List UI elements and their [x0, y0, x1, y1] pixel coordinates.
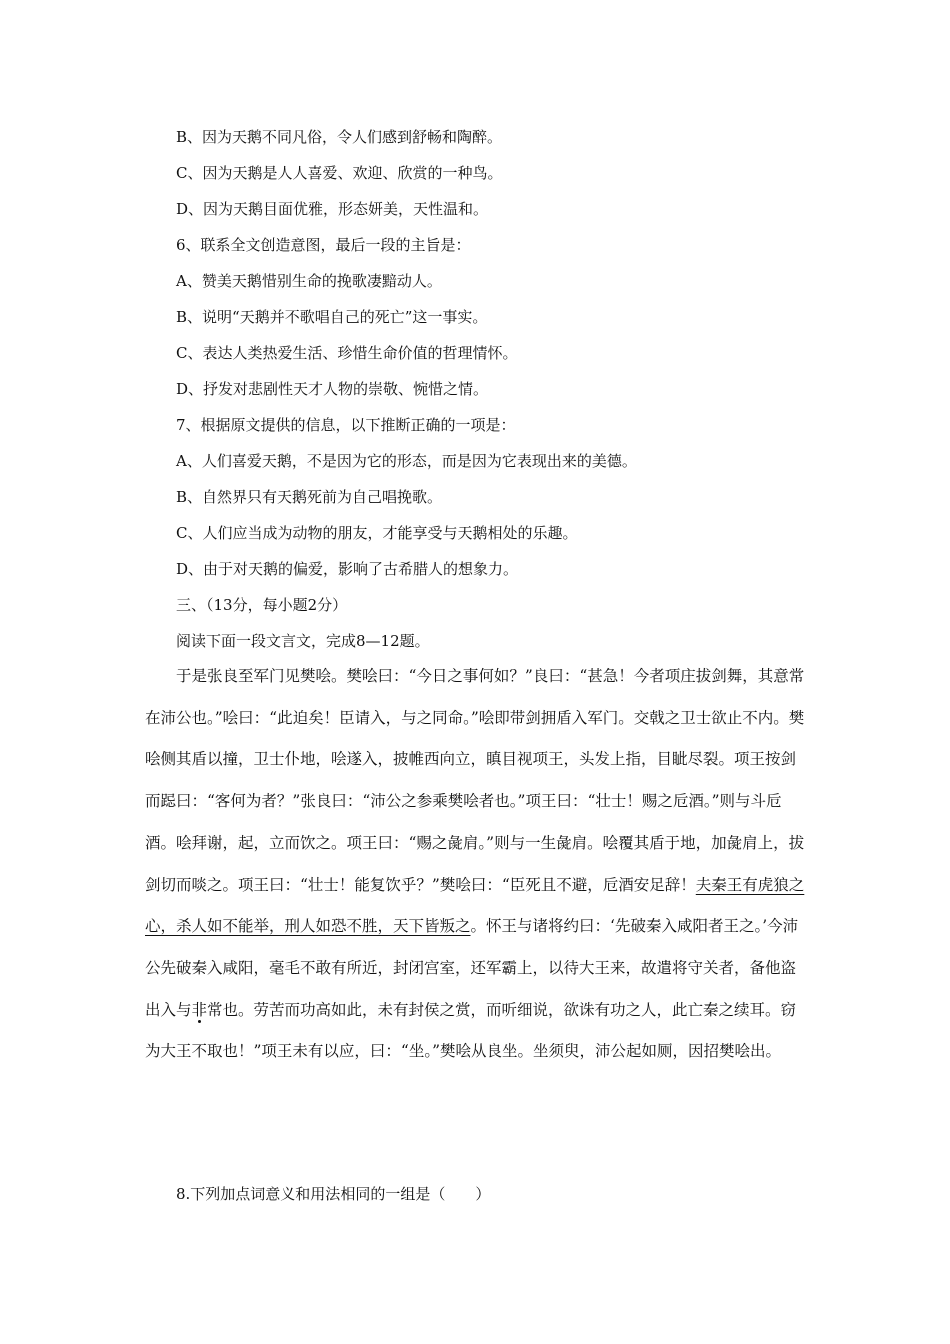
q6-option-c: C、表达人类热爱生活、珍惜生命价值的哲理情怀。 [176, 344, 518, 362]
section-instruction: 阅读下面一段文言文，完成8—12题。 [176, 632, 430, 650]
q6-option-a: A、赞美天鹅惜别生命的挽歌凄黯动人。 [176, 272, 442, 290]
q7-option-c: C、人们应当成为动物的朋友，才能享受与天鹅相处的乐趣。 [176, 524, 578, 542]
q5-option-d: D、因为天鹅目面优雅，形态妍美，天性温和。 [176, 200, 489, 218]
q6-option-d: D、抒发对悲剧性天才人物的崇敬、惋惜之情。 [176, 380, 489, 398]
q7-stem: 7、根据原文提供的信息，以下推断正确的一项是： [176, 416, 516, 434]
q7-option-d: D、由于对天鹅的偏爱，影响了古希腊人的想象力。 [176, 560, 519, 578]
passage-dotted-word: 非 [191, 1000, 208, 1019]
passage-part-1: 于是张良至军门见樊哙。樊哙曰：“今日之事何如？”良曰：“甚急！今者项庄拔剑舞，其意常在沛公也。”哙曰：“此迫矣！臣请入，与之同命。”哙即带剑拥盾入军门。交戟之卫士欲止不内。樊哙侧其盾以撞，卫士仆地，哙遂入，披帷西向立，瞋目视项王，头发上指，目眦尽裂。项王按剑而跽曰：“客何为者？”张良曰：“沛公之参乘樊哙者也。”项王曰：“壮士！赐之卮酒。”则与斗卮酒。哙拜谢，起，立而饮之。项王曰：“赐之彘肩。”则与一生彘肩。哙覆其盾于地，加彘肩上，拔剑切而啖之。项王曰：“壮士！能复饮乎？”樊哙曰：“臣死且不避，卮酒安足辞！ [145, 667, 805, 894]
section-heading: 三、（13分，每小题2分） [176, 596, 348, 614]
q6-option-b: B、说明“天鹅并不歌唱自己的死亡”这一事实。 [176, 308, 488, 326]
passage-part-2: 。怀王与诸将约曰：‘先破秦入咸阳者王之。’今沛公先破秦入咸阳，毫毛不敢有所近，封闭宫室，还军霸上，以待大王来，故遣将守关者，备他盗出入与 [145, 917, 799, 1019]
q6-stem: 6、联系全文创造意图，最后一段的主旨是： [176, 236, 471, 254]
passage-underlined-sentence: 夫秦王有虎狼之心，杀人如不能举，刑人如恐不胜，天下皆叛之 [145, 875, 805, 936]
q5-option-b: B、因为天鹅不同凡俗，令人们感到舒畅和陶醉。 [176, 128, 503, 146]
q7-option-a: A、人们喜爱天鹅，不是因为它的形态，而是因为它表现出来的美德。 [176, 452, 637, 470]
passage-part-3: 常也。劳苦而功高如此，未有封侯之赏，而听细说，欲诛有功之人，此亡秦之续耳。窃为大王不取也！”项王未有以应，曰：“坐。”樊哙从良坐。坐须臾，沛公起如厕，因招樊哙出。 [145, 1000, 797, 1061]
classical-passage [145, 656, 810, 1073]
q5-option-c: C、因为天鹅是人人喜爱、欢迎、欣赏的一种鸟。 [176, 164, 503, 182]
q7-option-b: B、自然界只有天鹅死前为自己唱挽歌。 [176, 488, 443, 506]
q8-stem: 8.下列加点词意义和用法相同的一组是（ ） [176, 1185, 491, 1203]
